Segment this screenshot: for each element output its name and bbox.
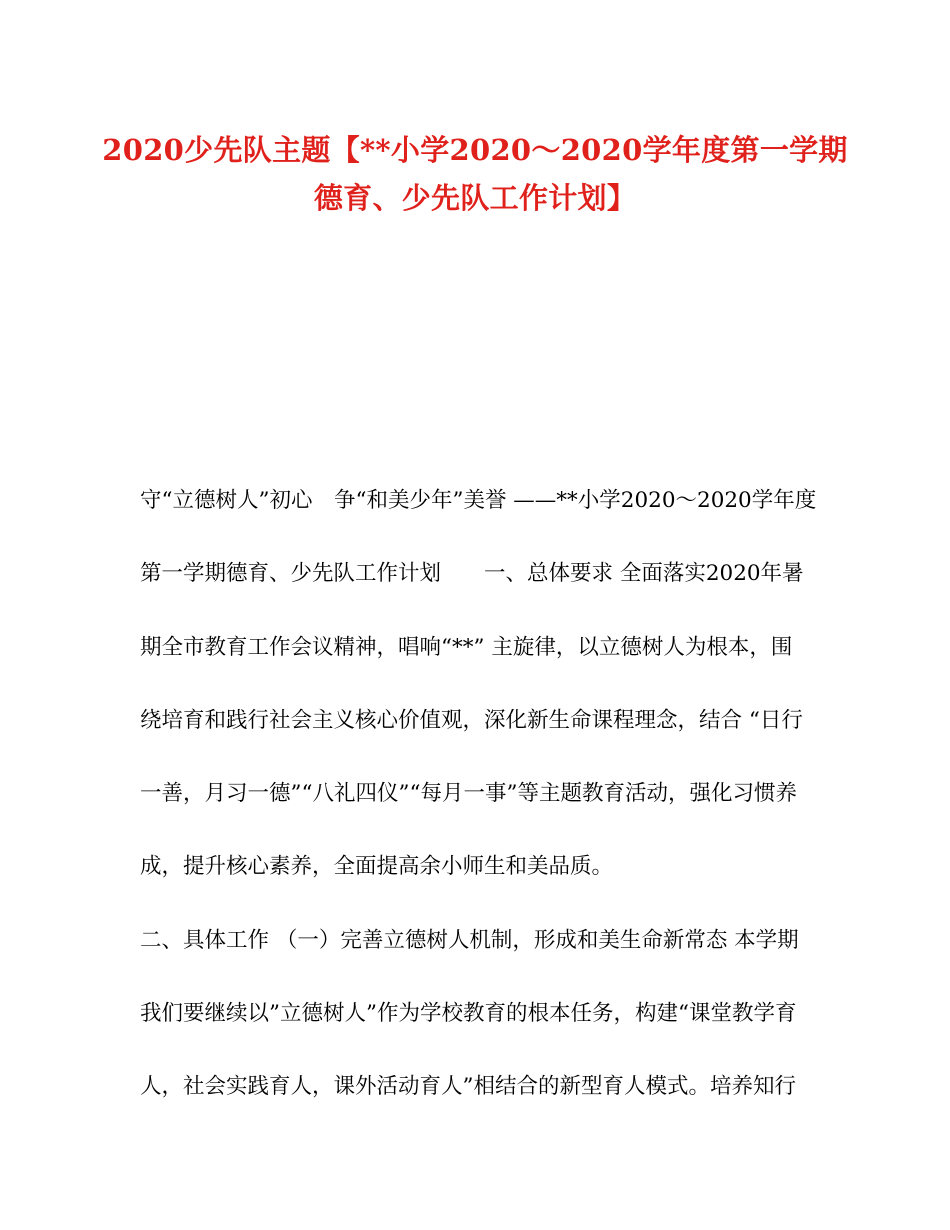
body-line-8: 我们要继续以”立德树人”作为学校教育的根本任务，构建“课堂教学育 xyxy=(140,1001,797,1027)
body-line-7: 二、具体工作 （一）完善立德树人机制，形成和美生命新常态 本学期 xyxy=(140,927,799,953)
body-line-6: 成，提升核心素养，全面提高余小师生和美品质。 xyxy=(140,854,614,880)
body-line-4: 绕培育和践行社会主义核心价值观，深化新生命课程理念，结合 “日行 xyxy=(140,707,803,733)
body-line-5: 一善，月习一德”“八礼四仪”“每月一事”等主题教育活动，强化习惯养 xyxy=(140,781,797,807)
title-line-2: 德育、少先队工作计划】 xyxy=(313,181,637,215)
body-line-2: 第一学期德育、少先队工作计划 一、总体要求 全面落实2020年暑 xyxy=(140,561,804,587)
document-title xyxy=(0,126,950,222)
body-line-9: 人，社会实践育人，课外活动育人”相结合的新型育人模式。培养知行 xyxy=(140,1074,796,1100)
title-line-1: 2020少先队主题【**小学2020～2020学年度第一学期 xyxy=(102,133,848,167)
body-line-1: 守“立德树人”初心 争“和美少年”美誉 ——**小学2020～2020学年度 xyxy=(140,488,817,513)
document-body xyxy=(140,478,817,1138)
body-line-3: 期全市教育工作会议精神，唱响“**” 主旋律，以立德树人为根本，围 xyxy=(140,634,793,660)
